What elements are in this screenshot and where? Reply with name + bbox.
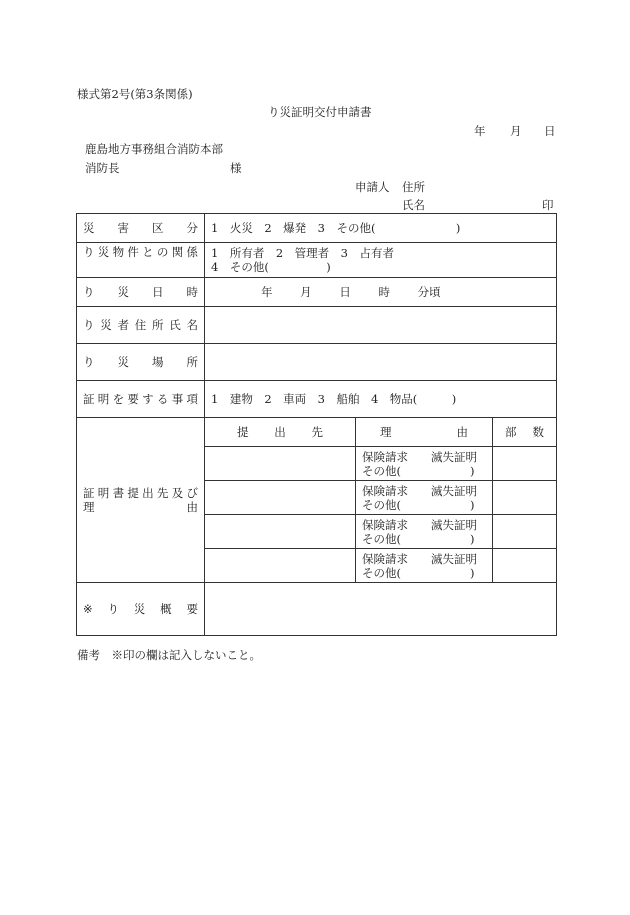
location-row: [77, 344, 557, 381]
submission-copies-field[interactable]: [493, 481, 557, 515]
summary-row: [77, 583, 557, 636]
submission-reason-field[interactable]: 保険請求 滅失証明 その他( ): [356, 447, 493, 481]
relationship-field[interactable]: 1 所有者 2 管理者 3 占有者 4 その他( ): [205, 243, 557, 278]
submission-destination-field[interactable]: [205, 549, 356, 583]
applicant-name-label: 氏名: [402, 198, 425, 212]
submission-copies-field[interactable]: [493, 549, 557, 583]
applicant-label: 申請人: [355, 180, 390, 194]
applicant-address-label: 住所: [402, 180, 425, 194]
disaster-category-field[interactable]: 1 火災 2 爆発 3 その他( ): [205, 214, 557, 243]
location-field[interactable]: [205, 344, 557, 381]
seal-label: 印: [542, 198, 554, 212]
victim-field[interactable]: [205, 307, 557, 344]
document-title: り災証明交付申請書: [268, 105, 372, 119]
footer-note: 備考 ※印の欄は記入しないこと。: [77, 648, 261, 662]
submission-reason-field[interactable]: 保険請求 滅失証明 その他( ): [356, 549, 493, 583]
summary-label: ※ り 災 概 要: [77, 583, 205, 636]
location-label: り 災 場 所: [77, 344, 205, 381]
disaster-category-label: 災 害 区 分: [77, 214, 205, 243]
addressee-org: 鹿島地方事務組合消防本部: [85, 142, 223, 156]
date-month-label: 月: [510, 124, 522, 138]
addressee-honorific: 様: [230, 161, 242, 175]
submission-reason-field[interactable]: 保険請求 滅失証明 その他( ): [356, 515, 493, 549]
victim-label: り 災 者 住 所 氏 名: [77, 307, 205, 344]
submission-copies-field[interactable]: [493, 447, 557, 481]
submission-header-row: [77, 418, 557, 447]
summary-field: [205, 583, 557, 636]
col-reason-header: 理 由: [356, 418, 493, 447]
addressee-title: 消防長: [85, 161, 120, 175]
required-items-row: [77, 381, 557, 418]
datetime-label: り 災 日 時: [77, 278, 205, 307]
submission-destination-field[interactable]: [205, 515, 356, 549]
submission-label: 証 明 書 提 出 先 及 び 理 由: [77, 418, 205, 583]
required-items-field[interactable]: 1 建物 2 車両 3 船舶 4 物品( ): [205, 381, 557, 418]
application-form-table: [76, 213, 557, 636]
datetime-field[interactable]: 年 月 日 時 分頃: [205, 278, 557, 307]
required-items-label: 証 明 を 要 す る 事 項: [77, 381, 205, 418]
col-copies-header: 部 数: [493, 418, 557, 447]
disaster-category-row: [77, 214, 557, 243]
victim-row: [77, 307, 557, 344]
submission-copies-field[interactable]: [493, 515, 557, 549]
col-destination-header: 提 出 先: [205, 418, 356, 447]
submission-destination-field[interactable]: [205, 481, 356, 515]
relationship-label: り 災 物 件 と の 関 係: [77, 243, 205, 278]
relationship-row: [77, 243, 557, 278]
datetime-row: [77, 278, 557, 307]
submission-reason-field[interactable]: 保険請求 滅失証明 その他( ): [356, 481, 493, 515]
submission-destination-field[interactable]: [205, 447, 356, 481]
form-number: 様式第2号(第3条関係): [77, 87, 193, 101]
date-day-label: 日: [544, 124, 556, 138]
date-year-label: 年: [474, 124, 486, 138]
